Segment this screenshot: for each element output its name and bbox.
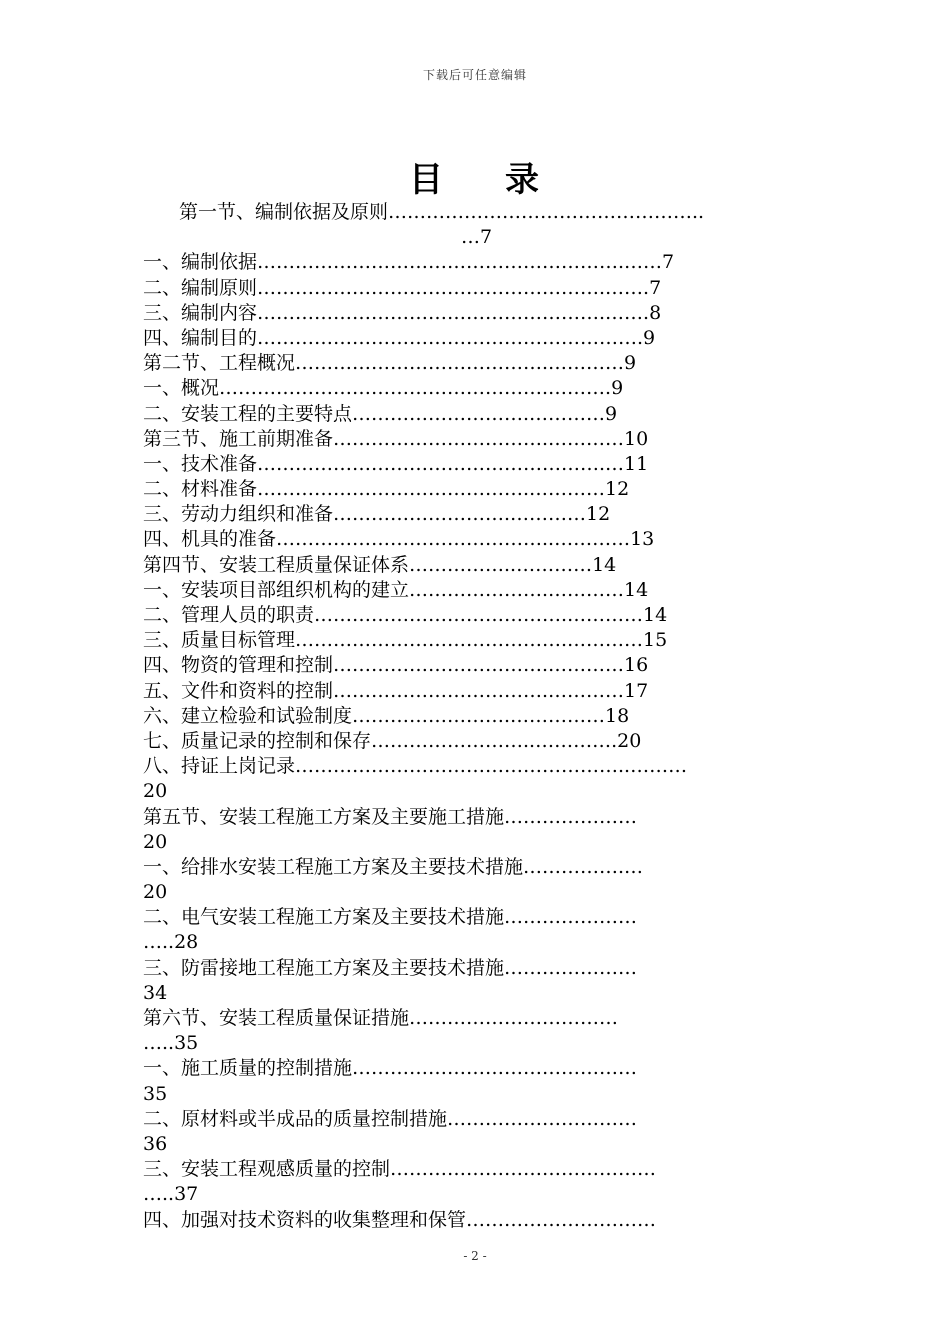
toc-line[interactable]: 二、管理人员的职责………………………………….…………14 bbox=[143, 604, 668, 626]
toc-line[interactable]: 二、编制原则……………………………………………….…….7 bbox=[143, 276, 662, 299]
toc-line[interactable]: 第三节、施工前期准备…………………………….…………10 bbox=[143, 427, 649, 450]
toc-line[interactable]: 六、建立检验和试验制度…………………….……………18 bbox=[143, 704, 630, 727]
toc-line[interactable]: 四、编制目的…………………………………………………….9 bbox=[143, 326, 656, 349]
toc-line[interactable]: 第六节、安装工程质量保证措施…………………………… bbox=[143, 1007, 619, 1029]
toc-line[interactable]: 二、电气安装工程施工方案及主要技术措施………………… bbox=[143, 906, 638, 929]
toc-line[interactable]: 一、施工质量的控制措施……………………………………… bbox=[143, 1057, 638, 1080]
toc-line[interactable]: …..35 bbox=[143, 1032, 199, 1055]
title-char-1: 目 bbox=[409, 160, 445, 200]
toc-line[interactable]: 三、劳动力组织和准备……………………….…………12 bbox=[143, 503, 611, 526]
toc-line[interactable]: 20 bbox=[143, 780, 168, 803]
page-header: 下载后可任意编辑 bbox=[422, 68, 527, 82]
toc-line[interactable]: 一、编制依据………………………………………………….……7 bbox=[143, 251, 675, 274]
toc-line[interactable]: 20 bbox=[143, 830, 168, 853]
toc-line[interactable]: 三、防雷接地工程施工方案及主要技术措施………………… bbox=[143, 956, 638, 979]
page-number: - 2 - bbox=[463, 1249, 487, 1263]
toc-line[interactable]: …..37 bbox=[143, 1183, 199, 1206]
toc-line[interactable]: 34 bbox=[143, 981, 168, 1004]
toc-line[interactable]: …..28 bbox=[143, 931, 199, 954]
toc-line[interactable]: 第二节、工程概况………………………………….…………9 bbox=[143, 352, 637, 375]
toc-line[interactable]: 36 bbox=[143, 1132, 168, 1155]
page-title bbox=[0, 152, 950, 201]
toc-line[interactable]: 一、安装项目部组织机构的建立………………….…………14 bbox=[143, 578, 649, 601]
toc-line[interactable]: 一、给排水安装工程施工方案及主要技术措施…………….… bbox=[143, 855, 644, 878]
toc-line[interactable]: 第五节、安装工程施工方案及主要施工措施………………… bbox=[143, 805, 638, 828]
toc-line[interactable]: 三、质量目标管理…………………………………….…………15 bbox=[143, 629, 668, 652]
toc-line[interactable]: 三、编制内容……………………………………………….…….8 bbox=[143, 301, 662, 324]
toc-line[interactable]: 二、原材料或半成品的质量控制措施………………………… bbox=[143, 1107, 638, 1130]
toc-line[interactable]: 一、概况…………………………………………….……….9 bbox=[143, 377, 624, 400]
toc-line[interactable]: 七、质量记录的控制和保存……………………..………….20 bbox=[143, 729, 642, 752]
title-char-2: 录 bbox=[505, 160, 541, 200]
toc-line[interactable]: 五、文件和资料的控制…………………………….…………17 bbox=[143, 679, 649, 702]
toc-line[interactable]: 第四节、安装工程质量保证体系……………..…………14 bbox=[143, 553, 617, 576]
toc-line[interactable]: 二、安装工程的主要特点……………………….…………9 bbox=[143, 402, 618, 425]
table-of-contents bbox=[143, 200, 810, 1233]
toc-line[interactable]: …7 bbox=[460, 226, 493, 249]
toc-line[interactable]: 四、物资的管理和控制…………………………….…………16 bbox=[143, 654, 649, 677]
toc-line[interactable]: 一、技术准备……………………………………………….…11 bbox=[143, 452, 649, 475]
toc-line[interactable]: 35 bbox=[143, 1082, 168, 1105]
toc-line[interactable]: 四、机具的准备……………………………………..…………13 bbox=[143, 528, 655, 551]
toc-line[interactable]: 八、持证上岗记录……………………………………………..……… bbox=[143, 755, 688, 778]
toc-line[interactable]: 20 bbox=[143, 881, 168, 904]
toc-line[interactable]: 第一节、编制依据及原则………………………………………….. bbox=[179, 201, 705, 223]
toc-line[interactable]: 四、加强对技术资料的收集整理和保管………………………… bbox=[143, 1208, 657, 1231]
toc-line[interactable]: 三、安装工程观感质量的控制…………………………………… bbox=[143, 1158, 657, 1181]
toc-line[interactable]: 二、材料准备…………………………………….…………12 bbox=[143, 478, 630, 501]
